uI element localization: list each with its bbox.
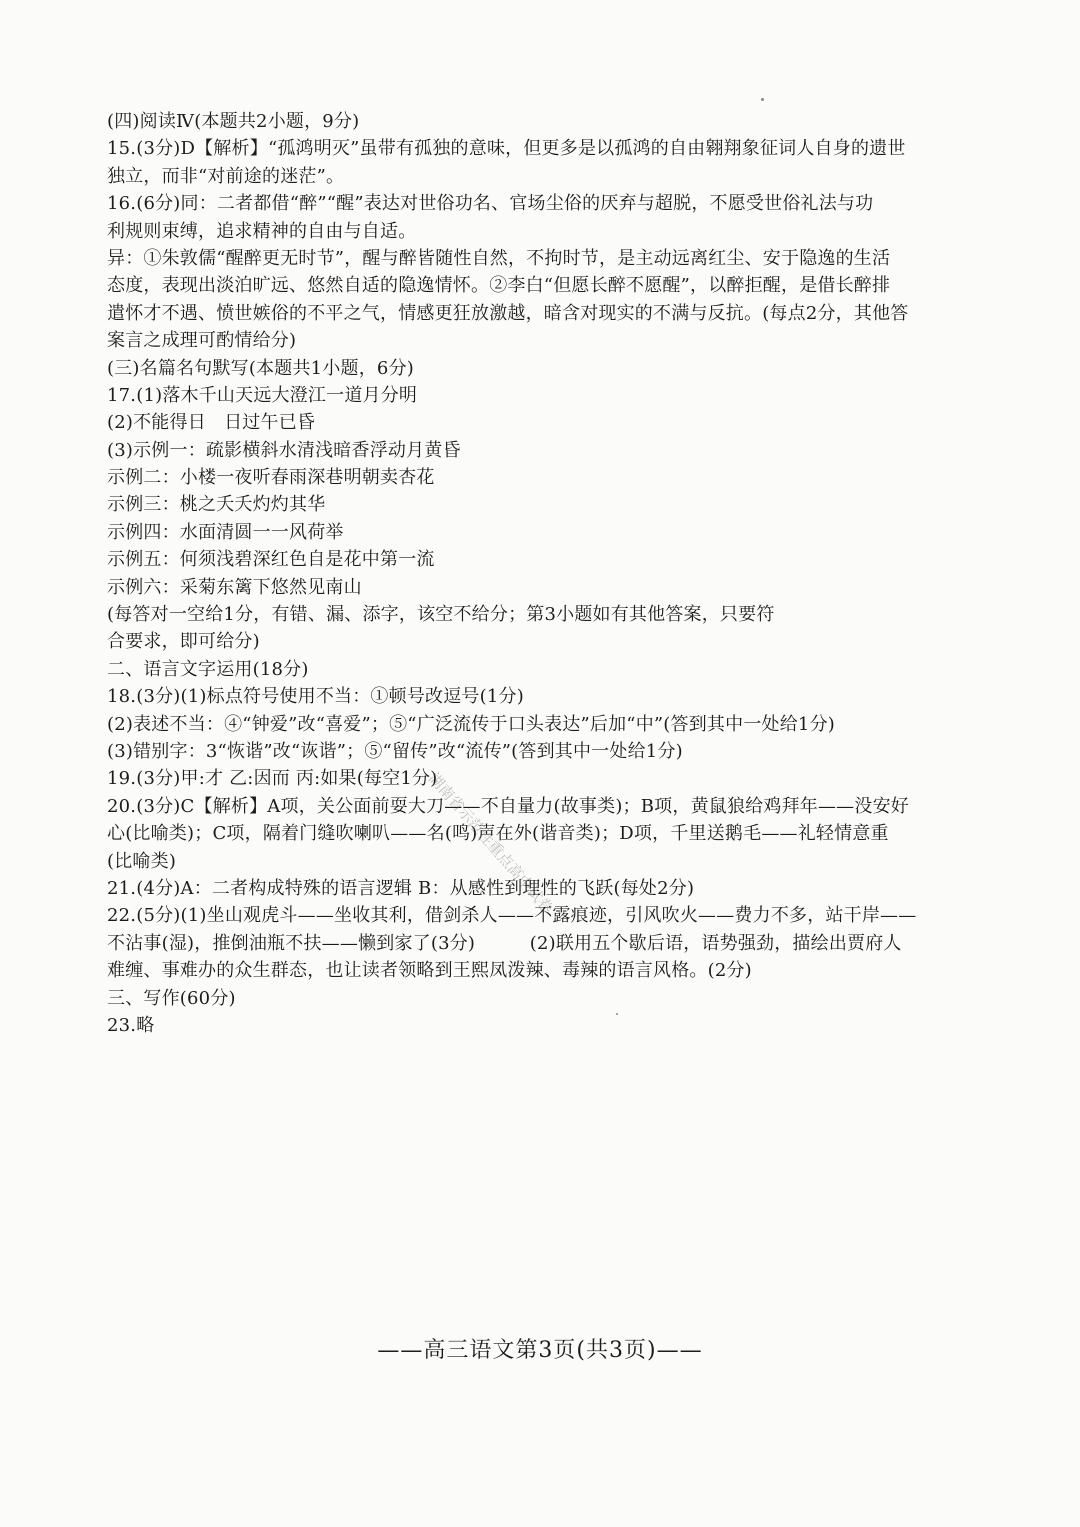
text-line: 心(比喻类)；C项，隔着门缝吹喇叭——名(鸣)声在外(谐音类)；D项，千里送鹅毛——礼轻情意重 <box>107 823 889 845</box>
text-line: 16.(6分)同：二者都借“醉”“醒”表达对世俗功名、官场尘俗的厌弃与超脱，不愿受世俗礼法与功 <box>107 193 874 215</box>
text-line: 18.(3分)(1)标点符号使用不当：①顿号改逗号(1分) <box>107 686 524 708</box>
text-line: 难缠、事难办的众生群态，也让读者领略到王熙凤泼辣、毒辣的语言风格。(2分) <box>107 960 752 982</box>
text-line: (每答对一空给1分，有错、漏、添字，该空不给分；第3小题如有其他答案，只要符 <box>107 604 775 626</box>
scan-speck <box>616 1013 618 1015</box>
text-line: 态度，表现出淡泊旷远、悠然自适的隐逸情怀。②李白“但愿长醉不愿醒”，以醉拒醒，是借长醉排 <box>107 275 891 297</box>
text-line: 19.(3分)甲:才 乙:因而 丙:如果(每空1分) <box>107 768 438 790</box>
text-line: (三)名篇名句默写(本题共1小题，6分) <box>107 357 414 379</box>
text-line: (3)示例一：疏影横斜水清浅暗香浮动月黄昏 <box>107 439 461 461</box>
text-line: 22.(5分)(1)坐山观虎斗——坐收其利，借剑杀人——不露痕迹，引风吹火——费力不多，站干岸—— <box>107 905 917 927</box>
text-line: (2)表述不当：④“钟爱”改“喜爱”；⑤“广泛流传于口头表达”后加“中”(答到其中一处给1分) <box>107 713 836 735</box>
text-line: 示例二：小楼一夜听春雨深巷明朝卖杏花 <box>107 467 435 489</box>
text-line: (2)不能得日 日过午已昏 <box>107 412 316 434</box>
text-line: 17.(1)落木千山天远大澄江一道月分明 <box>107 384 418 406</box>
text-line: (3)错别字：3“恢谐”改“诙谐”；⑤“留传”改“流传”(答到其中一处给1分) <box>107 740 683 762</box>
text-line: 示例六：采菊东篱下悠然见南山 <box>107 576 362 598</box>
text-line: 利规则束缚，追求精神的自由与自适。 <box>107 220 417 242</box>
text-line: 异：①朱敦儒“醒醉更无时节”，醒与醉皆随性自然，不拘时节，是主动远离红尘、安于隐逸的生活 <box>107 247 891 269</box>
text-line: 21.(4分)A：二者构成特殊的语言逻辑 B：从感性到理性的飞跃(每处2分) <box>107 877 695 899</box>
text-line: 二、语言文字运用(18分) <box>107 658 309 680</box>
text-line: (比喻类) <box>107 850 177 872</box>
text-line: 23.略 <box>107 1014 155 1036</box>
answer-key-content <box>107 108 975 1039</box>
page-footer: ——高三语文第3页(共3页)—— <box>377 1338 703 1363</box>
text-line: 示例四：水面清圆一一风荷举 <box>107 521 344 543</box>
text-line: 遣怀才不遇、愤世嫉俗的不平之气，情感更狂放激越，暗含对现实的不满与反抗。(每点2分，其他答 <box>107 302 909 324</box>
text-line: 20.(3分)C【解析】A项，关公面前耍大刀——不自量力(故事类)；B项，黄鼠狼给鸡拜年——没安好 <box>107 795 909 817</box>
text-line: 独立，而非“对前途的迷茫”。 <box>107 165 345 187</box>
text-line: 示例三：桃之夭夭灼灼其华 <box>107 494 326 516</box>
text-line: 不沾事(湿)，推倒油瓶不扶——懒到家了(3分) (2)联用五个歇后语，语势强劲，描绘出贾府人 <box>107 932 902 954</box>
text-line: 示例五：何须浅碧深红色自是花中第一流 <box>107 549 435 571</box>
scan-speck <box>761 98 764 101</box>
text-line: 案言之成理可酌情给分) <box>107 330 297 352</box>
text-line: 15.(3分)D【解析】“孤鸿明灭”虽带有孤独的意味，但更多是以孤鸿的自由翱翔象征词人自身的遗世 <box>107 138 906 160</box>
watermark: 湖南省示范性重点高中试卷 <box>424 769 557 917</box>
text-line: (四)阅读Ⅳ(本题共2小题，9分) <box>107 111 360 132</box>
text-line: 合要求，即可给分) <box>107 631 260 653</box>
text-line: 三、写作(60分) <box>107 987 236 1009</box>
